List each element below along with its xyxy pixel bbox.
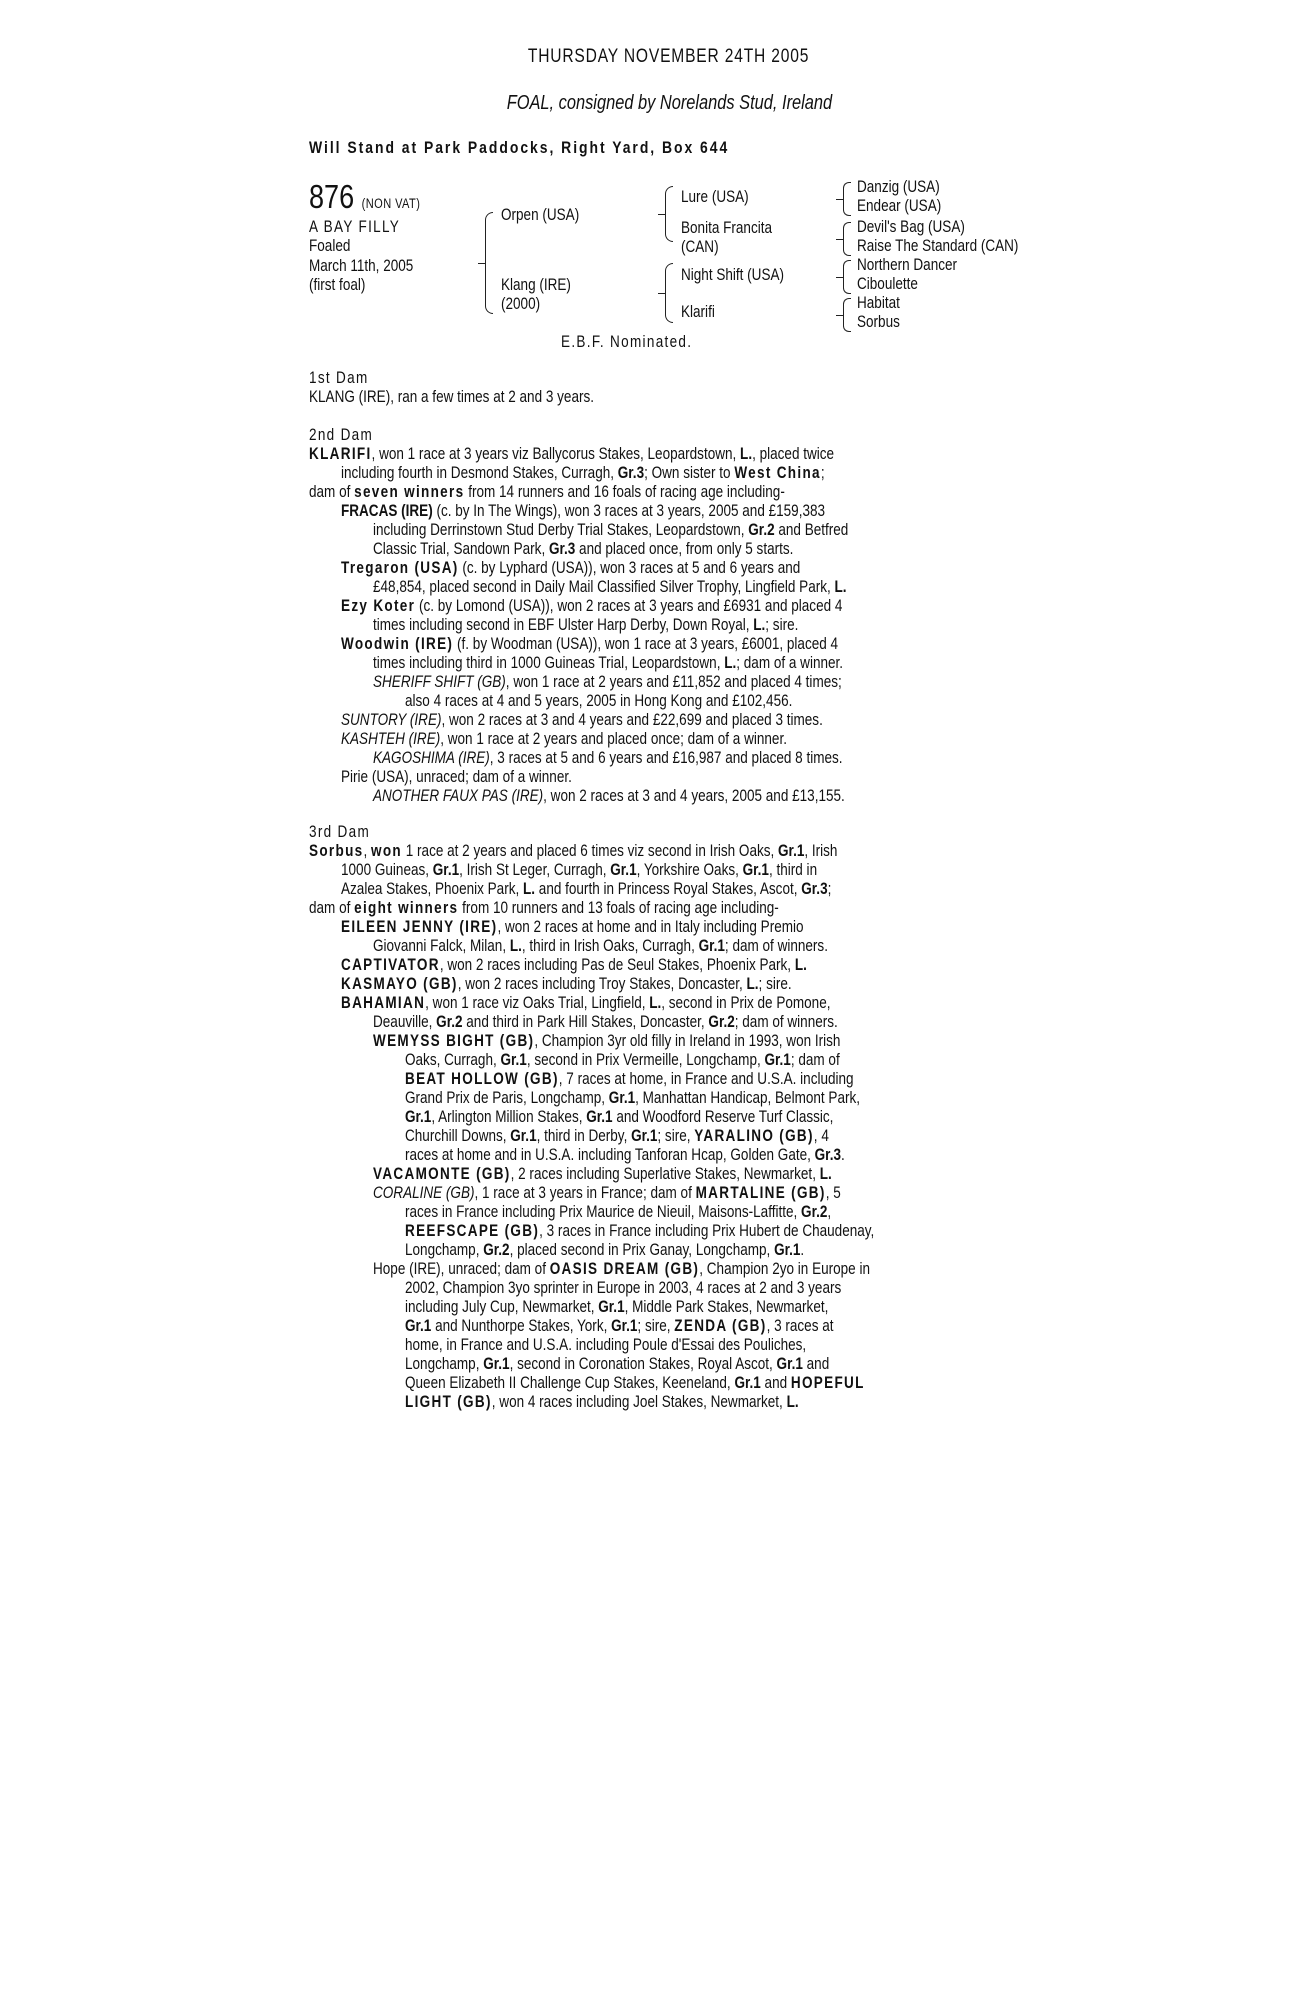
third-dam-line: REEFSCAPE (GB), 3 races in France including Prix Hubert de Chaudenay, — [405, 1222, 875, 1240]
lot-number: 876 (NON VAT) — [309, 178, 421, 215]
second-dam-line: Ezy Koter (c. by Lomond (USA)), won 2 races at 3 years and £6931 and placed 4 — [341, 597, 843, 615]
third-dam-line: Longchamp, Gr.2, placed second in Prix Ganay, Longchamp, Gr.1. — [405, 1241, 805, 1259]
foaled-date: March 11th, 2005 — [309, 257, 414, 275]
second-dam-line: KAGOSHIMA (IRE), 3 races at 5 and 6 years and £16,987 and placed 8 times. — [373, 749, 843, 767]
pedigree-g1: Danzig (USA) — [857, 178, 940, 196]
brace-g4 — [843, 298, 851, 332]
pedigree-sire-dam: Bonita Francita — [681, 219, 773, 237]
pedigree-dam-sire: Night Shift (USA) — [681, 266, 785, 284]
third-dam-line: Sorbus, won 1 race at 2 years and placed 6 times viz second in Irish Oaks, Gr.1, Irish — [309, 842, 838, 860]
third-dam-line: Gr.1 and Nunthorpe Stakes, York, Gr.1; sire, ZENDA (GB), 3 races at — [405, 1317, 834, 1335]
third-dam-line: Queen Elizabeth II Challenge Cup Stakes, Keeneland, Gr.1 and HOPEFUL — [405, 1374, 865, 1392]
third-dam-line: CAPTIVATOR, won 2 races including Pas de Seul Stakes, Phoenix Park, L. — [341, 956, 807, 974]
third-dam-line: KASMAYO (GB), won 2 races including Troy Stakes, Doncaster, L.; sire. — [341, 975, 792, 993]
third-dam-line: WEMYSS BIGHT (GB), Champion 3yr old filly in Ireland in 1993, won Irish — [373, 1032, 841, 1050]
brace-g3 — [843, 260, 851, 294]
pedigree-g5: Northern Dancer — [857, 256, 958, 274]
brace-g1 — [843, 182, 851, 216]
third-dam-line: Hope (IRE), unraced; dam of OASIS DREAM (GB), Champion 2yo in Europe in — [373, 1260, 870, 1278]
third-dam-line: Churchill Downs, Gr.1, third in Derby, Gr.1; sire, YARALINO (GB), 4 — [405, 1127, 829, 1145]
third-dam-line: Azalea Stakes, Phoenix Park, L. and fourth in Princess Royal Stakes, Ascot, Gr.3; — [341, 880, 832, 898]
vat-status: (NON VAT) — [361, 196, 421, 211]
third-dam-line: Grand Prix de Paris, Longchamp, Gr.1, Manhattan Handicap, Belmont Park, — [405, 1089, 861, 1107]
pedigree-g3: Devil's Bag (USA) — [857, 218, 965, 236]
pedigree-g4: Raise The Standard (CAN) — [857, 237, 1019, 255]
pedigree-dam: Klang (IRE) — [501, 276, 571, 294]
foaled-label: Foaled — [309, 237, 351, 255]
pedigree-sire-sire: Lure (USA) — [681, 188, 749, 206]
foal-note: (first foal) — [309, 276, 366, 294]
brace-g2 — [843, 222, 851, 256]
stand-location: Will Stand at Park Paddocks, Right Yard, Box 644 — [309, 138, 730, 157]
second-dam-heading: 2nd Dam — [309, 426, 374, 444]
second-dam-line: Pirie (USA), unraced; dam of a winner. — [341, 768, 572, 786]
second-dam-line: Tregaron (USA) (c. by Lyphard (USA)), won 3 races at 5 and 6 years and — [341, 559, 801, 577]
second-dam-line: SUNTORY (IRE), won 2 races at 3 and 4 years and £22,699 and placed 3 times. — [341, 711, 823, 729]
third-dam-line: Giovanni Falck, Milan, L., third in Irish Oaks, Curragh, Gr.1; dam of winners. — [373, 937, 828, 955]
third-dam-line: home, in France and U.S.A. including Poule d'Essai des Pouliches, — [405, 1336, 807, 1354]
third-dam-line: races at home and in U.S.A. including Tanforan Hcap, Golden Gate, Gr.3. — [405, 1146, 845, 1164]
second-dam-line: ANOTHER FAUX PAS (IRE), won 2 races at 3 and 4 years, 2005 and £13,155. — [373, 787, 845, 805]
third-dam-line: Longchamp, Gr.1, second in Coronation Stakes, Royal Ascot, Gr.1 and — [405, 1355, 830, 1373]
brace-sire-line — [665, 186, 673, 242]
brace-sire-dam — [485, 212, 493, 314]
second-dam-line: KLARIFI, won 1 race at 3 years viz Ballycorus Stakes, Leopardstown, L., placed twice — [309, 445, 835, 463]
second-dam-line: Classic Trial, Sandown Park, Gr.3 and placed once, from only 5 starts. — [373, 540, 794, 558]
pedigree-dam-dam: Klarifi — [681, 303, 715, 321]
first-dam-heading: 1st Dam — [309, 369, 369, 387]
third-dam-line: dam of eight winners from 10 runners and 13 foals of racing age including- — [309, 899, 779, 917]
second-dam-line: £48,854, placed second in Daily Mail Classified Silver Trophy, Lingfield Park, L. — [373, 578, 847, 596]
second-dam-line: times including second in EBF Ulster Harp Derby, Down Royal, L.; sire. — [373, 616, 799, 634]
pedigree-g7: Habitat — [857, 294, 900, 312]
third-dam-line: EILEEN JENNY (IRE), won 2 races at home and in Italy including Premio — [341, 918, 804, 936]
third-dam-line: BAHAMIAN, won 1 race viz Oaks Trial, Lingfield, L., second in Prix de Pomone, — [341, 994, 831, 1012]
second-dam-line: Woodwin (IRE) (f. by Woodman (USA)), won 1 race at 3 years, £6001, placed 4 — [341, 635, 839, 653]
pedigree-sire-dam-country: (CAN) — [681, 238, 719, 256]
pedigree-g2: Endear (USA) — [857, 197, 942, 215]
pedigree-sire: Orpen (USA) — [501, 206, 580, 224]
third-dam-line: BEAT HOLLOW (GB), 7 races at home, in France and U.S.A. including — [405, 1070, 854, 1088]
second-dam-line: KASHTEH (IRE), won 1 race at 2 years and placed once; dam of a winner. — [341, 730, 787, 748]
second-dam-line: also 4 races at 4 and 5 years, 2005 in Hong Kong and £102,456. — [405, 692, 793, 710]
ebf-nomination: E.B.F. Nominated. — [561, 333, 693, 351]
second-dam-line: SHERIFF SHIFT (GB), won 1 race at 2 years and £11,852 and placed 4 times; — [373, 673, 842, 691]
second-dam-line: dam of seven winners from 14 runners and 16 foals of racing age including- — [309, 483, 785, 501]
third-dam-line: Oaks, Curragh, Gr.1, second in Prix Vermeille, Longchamp, Gr.1; dam of — [405, 1051, 840, 1069]
third-dam-line: VACAMONTE (GB), 2 races including Superlative Stakes, Newmarket, L. — [373, 1165, 832, 1183]
second-dam-line: including Derrinstown Stud Derby Trial Stakes, Leopardstown, Gr.2 and Betfred — [373, 521, 849, 539]
brace-dam-line — [665, 263, 673, 323]
second-dam-line: including fourth in Desmond Stakes, Curragh, Gr.3; Own sister to West China; — [341, 464, 825, 482]
second-dam-line: times including third in 1000 Guineas Trial, Leopardstown, L.; dam of a winner. — [373, 654, 844, 672]
third-dam-heading: 3rd Dam — [309, 823, 371, 841]
third-dam-line: races in France including Prix Maurice de Nieuil, Maisons-Laffitte, Gr.2, — [405, 1203, 832, 1221]
third-dam-line: 1000 Guineas, Gr.1, Irish St Leger, Curragh, Gr.1, Yorkshire Oaks, Gr.1, third in — [341, 861, 818, 879]
third-dam-line: CORALINE (GB), 1 race at 3 years in France; dam of MARTALINE (GB), 5 — [373, 1184, 841, 1202]
consignment-line: FOAL, consigned by Norelands Stud, Ireland — [506, 92, 832, 114]
third-dam-line: 2002, Champion 3yo sprinter in Europe in 2003, 4 races at 2 and 3 years — [405, 1279, 842, 1297]
lot-description: A BAY FILLY — [309, 218, 401, 236]
sale-date: THURSDAY NOVEMBER 24TH 2005 — [528, 46, 810, 67]
second-dam-line: FRACAS (IRE) (c. by In The Wings), won 3 races at 3 years, 2005 and £159,383 — [341, 502, 826, 520]
third-dam-line: Gr.1, Arlington Million Stakes, Gr.1 and Woodford Reserve Turf Classic, — [405, 1108, 834, 1126]
pedigree-g8: Sorbus — [857, 313, 900, 331]
third-dam-line: Deauville, Gr.2 and third in Park Hill Stakes, Doncaster, Gr.2; dam of winners. — [373, 1013, 838, 1031]
third-dam-line: including July Cup, Newmarket, Gr.1, Middle Park Stakes, Newmarket, — [405, 1298, 829, 1316]
pedigree-dam-year: (2000) — [501, 295, 541, 313]
first-dam-text: KLANG (IRE), ran a few times at 2 and 3 years. — [309, 388, 595, 406]
pedigree-g6: Ciboulette — [857, 275, 918, 293]
third-dam-line: LIGHT (GB), won 4 races including Joel Stakes, Newmarket, L. — [405, 1393, 799, 1411]
